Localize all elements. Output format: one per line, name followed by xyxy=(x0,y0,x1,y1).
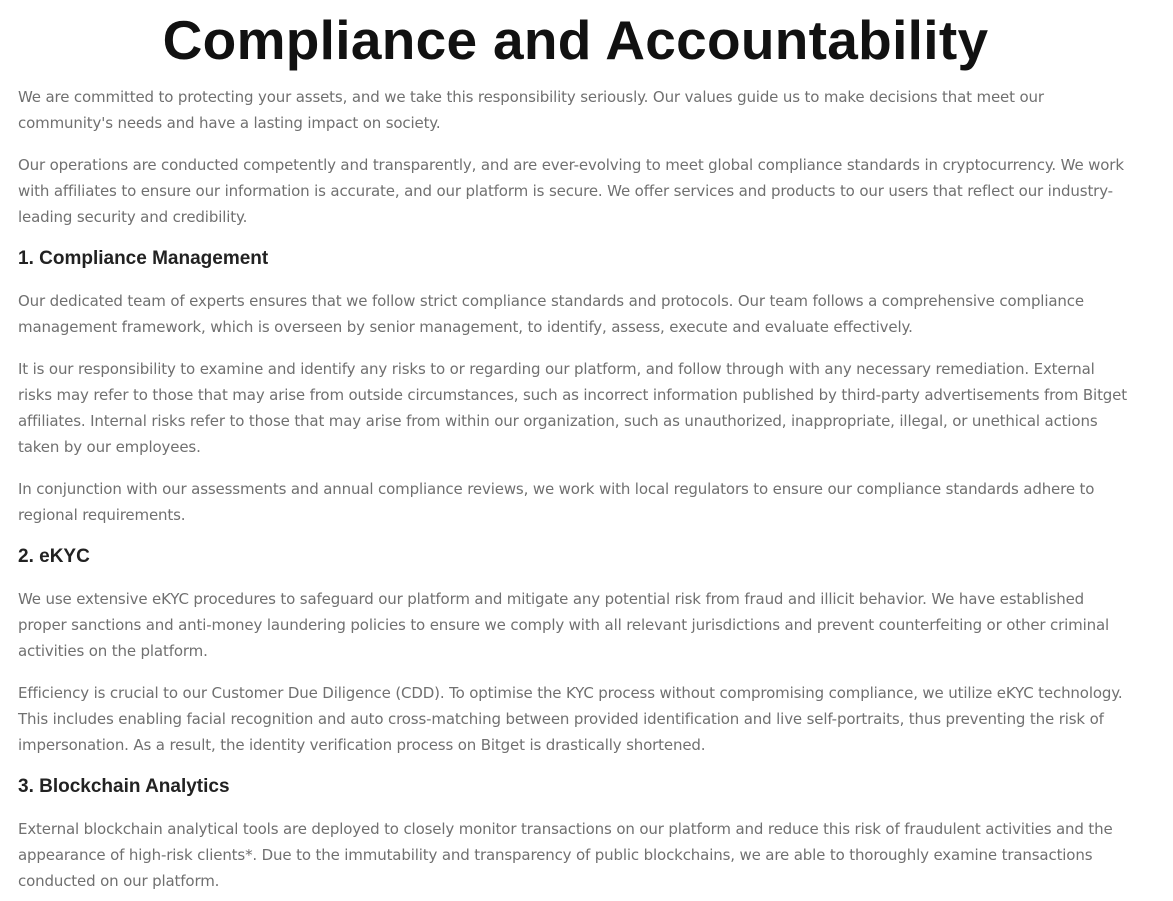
compliance-paragraph-1: Our dedicated team of experts ensures that we follow strict compliance standards and protocols. Our team follows a comprehensive compliance management framework, which is overseen by senior management, to identify, assess, execute and evaluate effectively. xyxy=(18,292,1084,336)
intro-paragraph-2: Our operations are conducted competently and transparently, and are ever-evolving to meet global compliance standards in cryptocurrency. We work with affiliates to ensure our information is accurate, and our platform is secure. We offer services and products to our users that reflect our industry-leading security and credibility. xyxy=(18,156,1124,226)
ekyc-paragraph-2: Efficiency is crucial to our Customer Due Diligence (CDD). To optimise the KYC process without compromising compliance, we utilize eKYC technology. This includes enabling facial recognition and auto cross-matching between provided identification and live self-portraits, thus preventing the risk of impersonation. As a result, the identity verification process on Bitget is drastically shortened. xyxy=(18,684,1123,754)
compliance-paragraph-3: In conjunction with our assessments and annual compliance reviews, we work with local regulators to ensure our compliance standards adhere to regional requirements. xyxy=(18,480,1095,524)
section-heading-ekyc: 2. eKYC xyxy=(18,546,90,567)
section-heading-blockchain-analytics: 3. Blockchain Analytics xyxy=(18,776,230,797)
page-title: Compliance and Accountability xyxy=(162,9,989,71)
compliance-article xyxy=(18,0,1133,894)
compliance-paragraph-2: It is our responsibility to examine and identify any risks to or regarding our platform, and follow through with any necessary remediation. External risks may refer to those that may arise from outside circumstances, such as incorrect information published by third-party advertisements from Bitget affiliates. Internal risks refer to those that may arise from within our organization, such as unauthorized, inappropriate, illegal, or unethical actions taken by our employees. xyxy=(18,360,1127,456)
blockchain-paragraph-1: External blockchain analytical tools are deployed to closely monitor transactions on our platform and reduce this risk of fraudulent activities and the appearance of high-risk clients*. Due to the immutability and transparency of public blockchains, we are able to thoroughly examine transactions conducted on our platform. xyxy=(18,820,1113,890)
intro-paragraph-1: We are committed to protecting your assets, and we take this responsibility seriously. Our values guide us to make decisions that meet our community's needs and have a lasting impact on society. xyxy=(18,88,1044,132)
section-heading-compliance-management: 1. Compliance Management xyxy=(18,248,269,269)
ekyc-paragraph-1: We use extensive eKYC procedures to safeguard our platform and mitigate any potential risk from fraud and illicit behavior. We have established proper sanctions and anti-money laundering policies to ensure we comply with all relevant jurisdictions and prevent counterfeiting or other criminal activities on the platform. xyxy=(18,590,1110,660)
